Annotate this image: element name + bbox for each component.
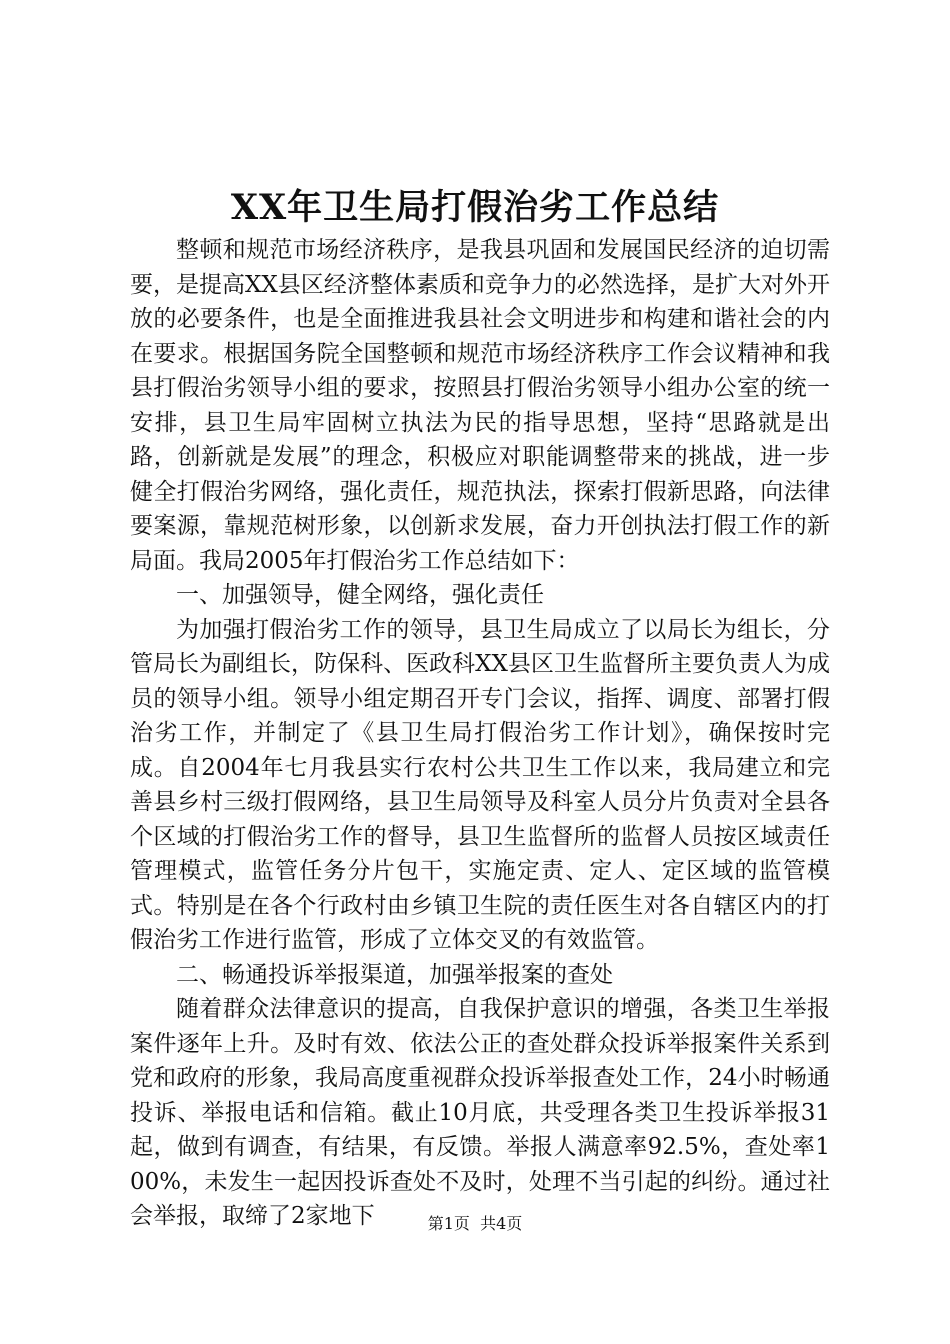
section-heading-1: 一、加强领导，健全网络，强化责任	[176, 582, 544, 608]
paragraph-section-1: 为加强打假治劣工作的领导，县卫生局成立了以局长为组长，分管局长为副组长，防保科、医政科XX县区卫生监督所主要负责人为成员的领导小组。领导小组定期召开专门会议，指挥、调度、部署打假治劣工作，并制定了《县卫生局打假治劣工作计划》，确保按时完成。自2004年七月我县实行农村公共卫生工作以来，我局建立和完善县乡村三级打假网络，县卫生局领导及科室人员分片负责对全县各个区域的打假治劣工作的督导，县卫生监督所的监督人员按区域责任管理模式，监管任务分片包干，实施定责、定人、定区域的监管模式。特别是在各个行政村由乡镇卫生院的责任医生对各自辖区内的打假治劣工作进行监管，形成了立体交叉的有效监管。	[130, 616, 830, 953]
section-heading-2: 二、畅通投诉举报渠道，加强举报案的查处	[176, 961, 613, 988]
paragraph-section-2: 随着群众法律意识的提高，自我保护意识的增强，各类卫生举报案件逐年上升。及时有效、依法公正的查处群众投诉举报案件关系到党和政府的形象，我局高度重视群众投诉举报查处工作，24小时畅通投诉、举报电话和信箱。截止10月底，共受理各类卫生投诉举报31起，做到有调查，有结果，有反馈。举报人满意率92.5%，查处率100%，未发生一起因投诉查处不及时，处理不当引起的纠纷。通过社会举报，取缔了2家地下	[130, 996, 830, 1229]
page-number: 第1页 共4页	[427, 1214, 523, 1233]
document-title: XX年卫生局打假治劣工作总结	[230, 187, 720, 228]
page-footer	[0, 1212, 950, 1236]
document-body	[130, 233, 830, 1234]
paragraph-intro: 整顿和规范市场经济秩序，是我县巩固和发展国民经济的迫切需要，是提高XX县区经济整体素质和竞争力的必然选择，是扩大对外开放的必要条件，也是全面推进我县社会文明进步和构建和谐社会的内在要求。根据国务院全国整顿和规范市场经济秩序工作会议精神和我县打假治劣领导小组的要求，按照县打假治劣领导小组办公室的统一安排，县卫生局牢固树立执法为民的指导思想，坚持“思路就是出路，创新就是发展”的理念，积极应对职能调整带来的挑战，进一步健全打假治劣网络，强化责任，规范执法，探索打假新思路，向法律要案源，靠规范树形象，以创新求发展，奋力开创执法打假工作的新局面。我局2005年打假治劣工作总结如下：	[130, 237, 830, 574]
